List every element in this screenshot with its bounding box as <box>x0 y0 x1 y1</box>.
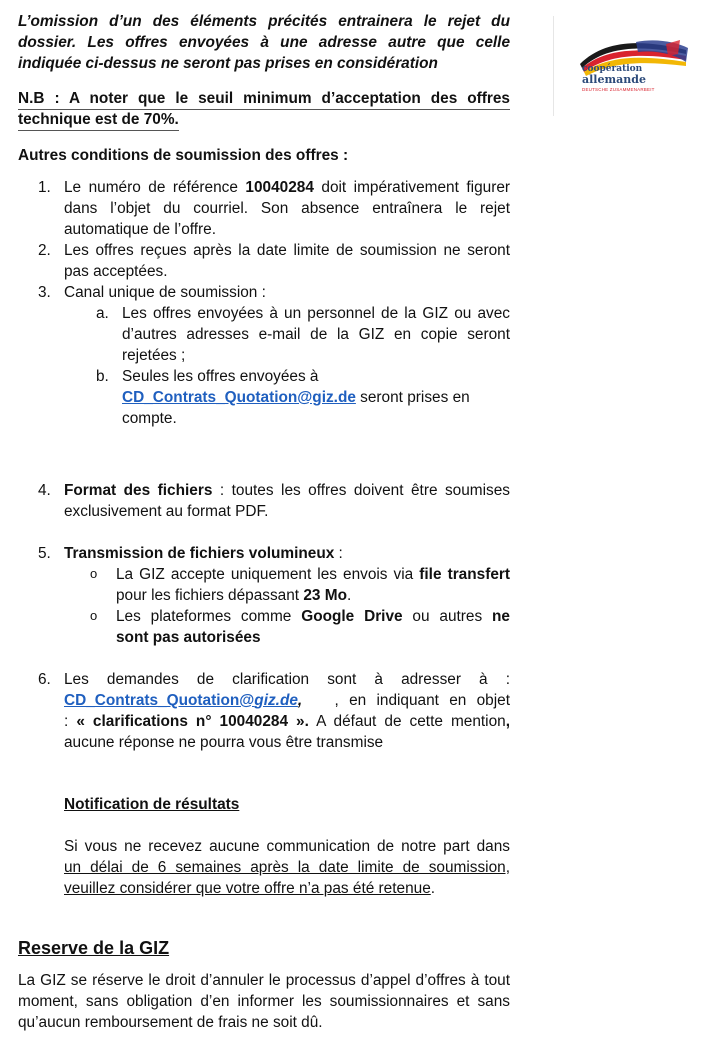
sub-bullet-1-line-2 <box>116 585 351 606</box>
item-5-number: 5. <box>38 545 51 562</box>
item-1-line-2: dans l’objet du courriel. Son absence entraînera le rejet <box>64 200 510 217</box>
item-3a-letter: a. <box>96 305 109 322</box>
item-5-text: : <box>334 545 343 562</box>
bullet-1-icon: o <box>90 566 98 581</box>
notification-period: . <box>430 880 436 897</box>
item-1-text-post: doit impérativement figurer <box>313 179 511 196</box>
item-4-number: 4. <box>38 482 51 499</box>
item-6-text-3: A défaut de cette mention <box>308 713 506 730</box>
item-3b-text-post: seront prises en <box>355 389 470 406</box>
conditions-title: Autres conditions de soumission des offres : <box>18 147 349 164</box>
reserve-line-2: moment, sans obligation d’en informer les soumissionnaires et sans <box>18 993 510 1010</box>
item-4-label: Format des fichiers <box>64 482 213 499</box>
sub-bullet-2-text: Les plateformes comme <box>116 608 302 625</box>
item-2-number: 2. <box>38 242 51 259</box>
logo-area <box>553 16 711 116</box>
item-3-line-1: Canal unique de soumission : <box>64 284 266 301</box>
item-5-label: Transmission de fichiers volumineux <box>64 545 335 562</box>
logo-text-line1: coopération <box>582 64 643 74</box>
item-6-comma: , <box>297 692 303 709</box>
reserve-line-3: qu’aucun remboursement de frais ne soit dû. <box>18 1014 323 1031</box>
sub-bullet-1-text: La GIZ accepte uniquement les envois via <box>116 566 420 583</box>
item-3a-line-2: d’autres adresses e-mail de la GIZ en copie seront <box>122 326 510 343</box>
sub-bullet-2-line-1 <box>116 606 510 627</box>
sub-bullet-1-line-1 <box>116 564 510 585</box>
logo-text-line3: DEUTSCHE ZUSAMMENARBEIT <box>582 87 655 92</box>
item-6-comma-2: , <box>505 713 510 730</box>
notification-line-3 <box>64 878 435 899</box>
item-3b-letter: b. <box>96 368 109 385</box>
bullet-2-icon: o <box>90 608 98 623</box>
intro-line-1: L’omission d’un des éléments précités entrainera le rejet du <box>18 13 510 30</box>
reference-number: 10040284 <box>245 179 314 196</box>
item-4-line-1 <box>64 480 510 501</box>
item-4-line-2: exclusivement au format PDF. <box>64 503 269 520</box>
sub-bullet-2-ne: ne <box>492 608 510 625</box>
clarification-subject: « clarifications n° 10040284 ». <box>76 713 309 730</box>
clarification-email-domain[interactable]: giz.de <box>254 692 298 709</box>
notification-line-2: un délai de 6 semaines après la date limite de soumission, <box>64 859 510 876</box>
item-3b-line-1: Seules les offres envoyées à <box>122 368 319 385</box>
clarification-email-link[interactable]: CD_Contrats_Quotation@ <box>64 692 255 709</box>
file-transfer-term: file transfert <box>419 566 510 583</box>
sub-bullet-2-mid: ou autres <box>402 608 493 625</box>
item-3a-line-3: rejetées ; <box>122 347 186 364</box>
item-3-number: 3. <box>38 284 51 301</box>
item-6-line-4: aucune réponse ne pourra vous être transmise <box>64 734 384 751</box>
google-drive-term: Google Drive <box>301 608 403 625</box>
intro-line-2: dossier. Les offres envoyées à une adresse autre que celle <box>18 34 510 51</box>
item-5-line-1 <box>64 543 343 564</box>
size-limit: 23 Mo <box>303 587 347 604</box>
item-6-text-post: , en indiquant en objet <box>334 692 510 709</box>
sub-bullet-1-text-2: pour les fichiers dépassant <box>116 587 304 604</box>
sub-bullet-1-period: . <box>346 587 352 604</box>
item-3b-line-2 <box>122 387 470 408</box>
nb-line-2: technique est de 70%. <box>18 109 179 131</box>
item-6-email-wrap <box>64 690 302 711</box>
notification-title: Notification de résultats <box>64 796 240 813</box>
item-1-line-3: automatique de l’offre. <box>64 221 217 238</box>
item-6-line-2 <box>64 690 510 711</box>
item-6-line-3 <box>64 711 510 732</box>
item-6-number: 6. <box>38 671 51 688</box>
item-3b-line-3: compte. <box>122 410 177 427</box>
logo-text-line2: allemande <box>582 73 646 86</box>
email-link[interactable]: CD_Contrats_Quotation@giz.de <box>122 389 356 406</box>
notification-line-1: Si vous ne recevez aucune communication de notre part dans <box>64 838 510 855</box>
item-1-text: Le numéro de référence <box>64 179 246 196</box>
item-6-line-1: Les demandes de clarification sont à adresser à : <box>64 671 510 688</box>
reserve-title: Reserve de la GIZ <box>18 938 170 958</box>
item-4-text: : toutes les offres doivent être soumises <box>212 482 510 499</box>
nb-line-1: N.B : A noter que le seuil minimum d’acceptation des offres <box>18 88 510 110</box>
reserve-line-1: La GIZ se réserve le droit d’annuler le processus d’appel d’offres à tout <box>18 972 510 989</box>
item-2-line-2: pas acceptées. <box>64 263 168 280</box>
notification-line-3-text: veuillez considérer que votre offre n’a pas été retenue <box>64 880 431 897</box>
intro-line-3: indiquée ci-dessus ne seront pas prises en considération <box>18 55 438 72</box>
item-2-line-1: Les offres reçues après la date limite de soumission ne seront <box>64 242 510 259</box>
item-1-line-1 <box>64 177 510 198</box>
item-1-number: 1. <box>38 179 51 196</box>
item-3a-line-1: Les offres envoyées à un personnel de la GIZ ou avec <box>122 305 510 322</box>
item-6-colon: : <box>64 713 77 730</box>
sub-bullet-2-line-2: sont pas autorisées <box>116 629 261 646</box>
